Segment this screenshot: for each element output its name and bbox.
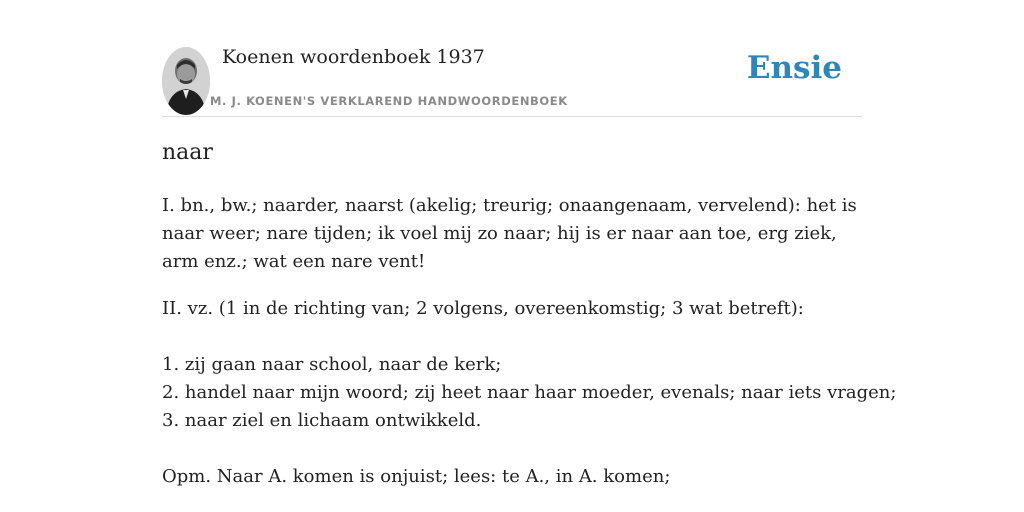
sense-list (162, 351, 897, 435)
definition-preposition: II. vz. (1 in de richting van; 2 volgens, overeenkomstig; 3 wat betreft): (162, 298, 804, 319)
author-portrait-icon (162, 47, 210, 115)
dictionary-title: Koenen woordenboek 1937 (222, 46, 485, 68)
entry-headword: naar (162, 140, 213, 165)
list-item: 1. zij gaan naar school, naar de kerk; (162, 354, 502, 375)
dictionary-subtitle: M. J. KOENEN'S VERKLAREND HANDWOORDENBOEK (210, 94, 568, 108)
list-item: 3. naar ziel en lichaam ontwikkeld. (162, 410, 482, 431)
usage-note: Opm. Naar A. komen is onjuist; lees: te A., in A. komen; (162, 466, 671, 487)
dictionary-page (162, 0, 897, 512)
definition-adjective: I. bn., bw.; naarder, naarst (akelig; treurig; onaangenaam, vervelend): het is naar weer; nare tijden; ik voel mij zo naar; hij is er naar aan toe, erg ziek, arm enz.; wat een nare vent! (162, 195, 857, 272)
list-item: 2. handel naar mijn woord; zij heet naar haar moeder, evenals; naar iets vragen; (162, 382, 897, 403)
dictionary-header (162, 0, 862, 117)
ensie-logo-link[interactable]: Ensie (746, 50, 842, 86)
